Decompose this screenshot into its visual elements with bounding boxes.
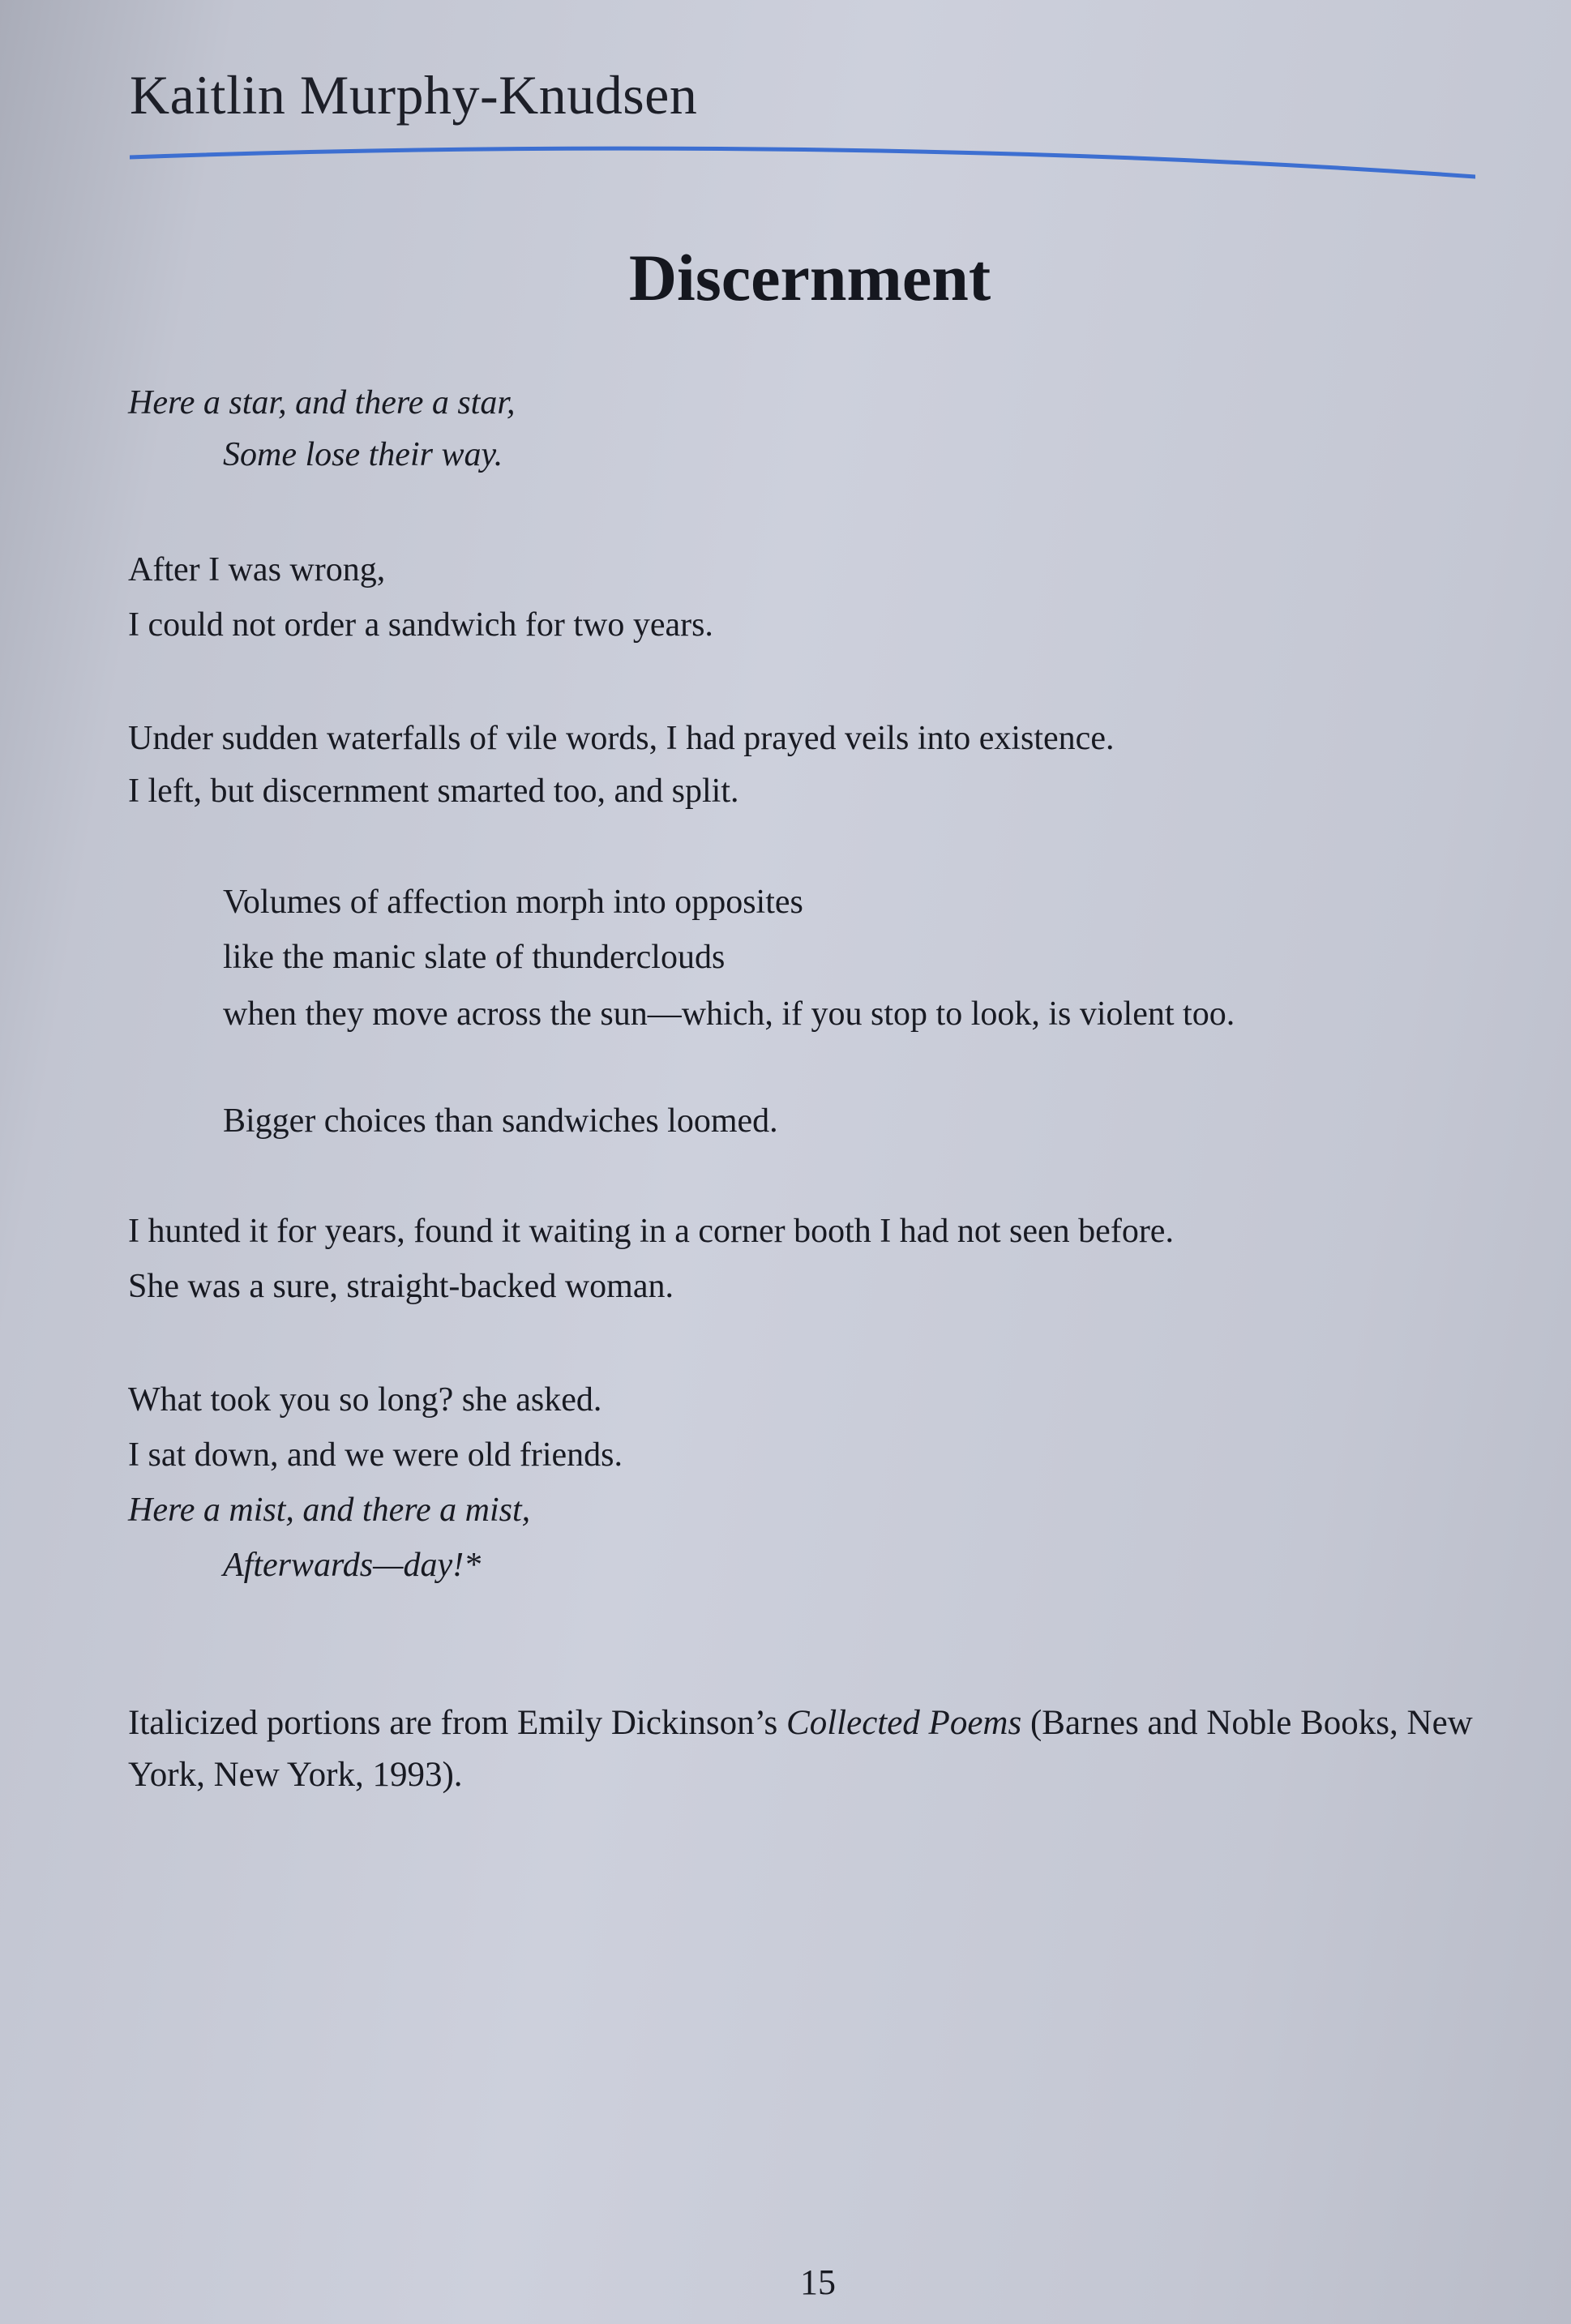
poem-line: Volumes of affection morph into opposites xyxy=(223,884,803,921)
header-rule xyxy=(130,139,1475,188)
footnote-text: Italicized portions are from Emily Dickinson’s xyxy=(128,1704,787,1742)
page-number: 15 xyxy=(800,2262,836,2302)
poem-line: What took you so long? she asked. xyxy=(128,1381,602,1419)
poem-line: She was a sure, straight-backed woman. xyxy=(128,1268,674,1305)
poem-line: I hunted it for years, found it waiting in a corner booth I had not seen before. xyxy=(128,1213,1174,1250)
poem-line: I sat down, and we were old friends. xyxy=(128,1436,623,1474)
poem-line: I left, but discernment smarted too, and split. xyxy=(128,773,739,810)
poem-line: Here a mist, and there a mist, xyxy=(128,1492,531,1529)
footnote-book-title: Collected Poems xyxy=(786,1704,1022,1742)
poem-line: when they move across the sun—which, if you stop to look, is violent too. xyxy=(223,995,1235,1033)
running-header-author: Kaitlin Murphy-Knudsen xyxy=(130,64,698,126)
poem-line: Here a star, and there a star, xyxy=(128,384,516,422)
poem-line: Afterwards—day!* xyxy=(223,1547,482,1584)
source-footnote xyxy=(128,1697,1490,1801)
poem-line: Some lose their way. xyxy=(223,436,503,473)
poem-line: Bigger choices than sandwiches loomed. xyxy=(223,1102,778,1140)
poem-line: After I was wrong, xyxy=(128,551,386,588)
poem-line: I could not order a sandwich for two years. xyxy=(128,606,713,644)
poem-line: like the manic slate of thunderclouds xyxy=(223,939,726,976)
poem-title: Discernment xyxy=(628,241,991,315)
footnote-publisher: (Barnes and Noble Books, New York, New York, 1993). xyxy=(128,1704,1473,1794)
poem-line: Under sudden waterfalls of vile words, I had prayed veils into existence. xyxy=(128,720,1115,757)
